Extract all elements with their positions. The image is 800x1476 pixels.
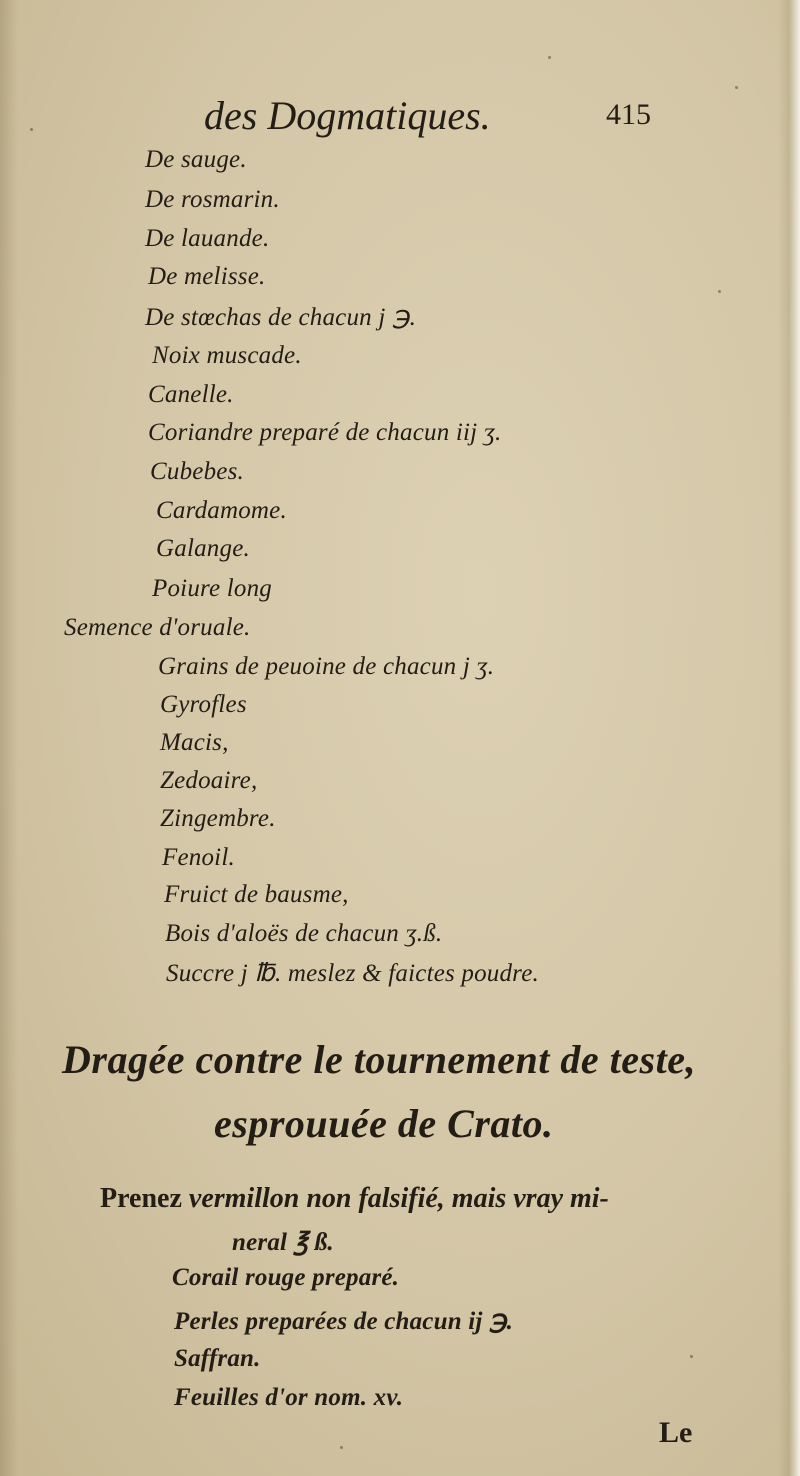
paper-speck [548, 56, 551, 59]
paragraph-second-line: neral ℥ ß. [232, 1229, 334, 1256]
catchword: Le [659, 1416, 693, 1449]
section-heading-line-2: esprouuée de Crato. [214, 1101, 554, 1146]
paragraph-initial-word: Prenez [100, 1183, 182, 1214]
paragraph-first-line-text: vermillon non falsifié, mais vray mi- [188, 1183, 609, 1214]
paragraph-first-line [100, 1183, 609, 1215]
list-item: Bois d'aloës de chacun ʒ.ß. [165, 920, 443, 947]
list-item: Coriandre preparé de chacun iij ʒ. [148, 419, 502, 446]
list-item: Semence d'oruale. [64, 614, 251, 641]
list-item: Noix muscade. [152, 342, 302, 369]
page-gutter-shadow [0, 0, 18, 1476]
list-item: Cubebes. [150, 458, 244, 485]
paper-speck [30, 128, 33, 131]
list-item: Canelle. [148, 381, 234, 408]
list-item: Saffran. [174, 1345, 261, 1372]
list-item: De stœchas de chacun j ℈. [145, 304, 417, 331]
list-item: Perles preparées de chacun ij ℈. [174, 1308, 514, 1335]
paper-speck [718, 290, 721, 293]
page-edge [778, 0, 800, 1476]
list-item: Corail rouge preparé. [172, 1264, 400, 1291]
paper-speck [690, 1355, 693, 1358]
list-item: Zingembre. [160, 805, 276, 832]
list-item: Succre j ℔. meslez & faictes poudre. [166, 960, 539, 987]
list-item: De rosmarin. [145, 186, 280, 213]
list-item: Gyrofles [160, 691, 247, 718]
page-number: 415 [606, 98, 651, 131]
list-item: Fruict de bausme, [164, 881, 349, 908]
list-item: De sauge. [145, 146, 247, 173]
list-item: Feuilles d'or nom. xv. [174, 1384, 404, 1411]
list-item: Galange. [156, 535, 250, 562]
list-item: Poiure long [152, 575, 273, 602]
list-item: Grains de peuoine de chacun j ʒ. [158, 653, 495, 680]
paper-speck [340, 1446, 343, 1449]
section-heading-line-1: Dragée contre le tournement de teste, [62, 1037, 696, 1082]
paper-speck [735, 86, 738, 89]
list-item: Macis, [160, 729, 229, 756]
list-item: Cardamome. [156, 497, 287, 524]
list-item: Zedoaire, [160, 767, 258, 794]
list-item: De lauande. [145, 225, 270, 252]
running-title: des Dogmatiques. [204, 93, 491, 138]
list-item: De melisse. [148, 263, 266, 290]
list-item: Fenoil. [162, 844, 235, 871]
